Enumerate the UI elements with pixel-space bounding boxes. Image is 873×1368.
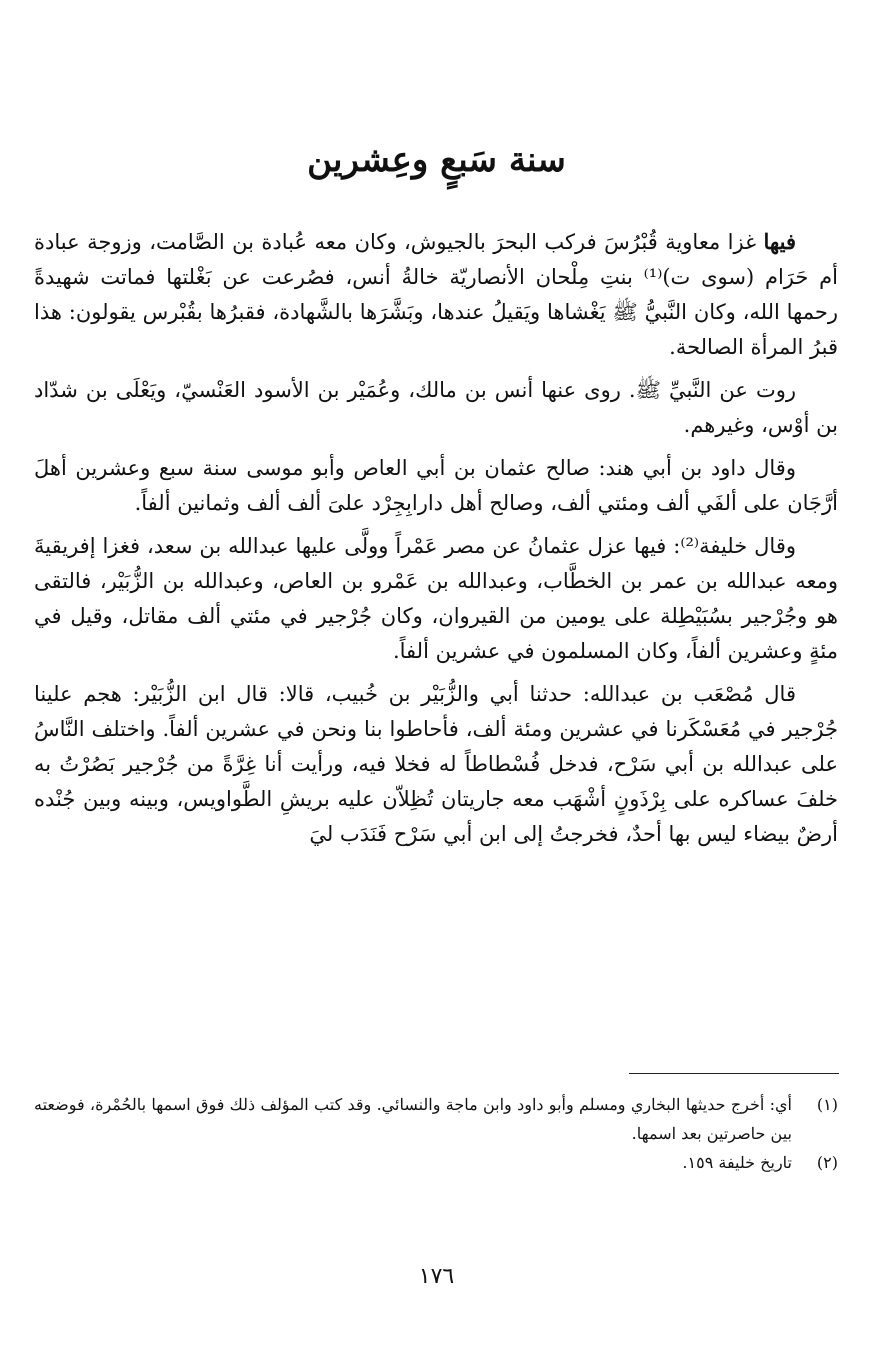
paragraph-text: روت عن النَّبيِّ ﷺ. روى عنها أنس بن مالك، وعُمَيْر بن الأسود العَنْسيّ، ويَعْلَى بن شدّاد بن أوْس، وغيرهم. [34,378,838,437]
paragraph-text: وقال داود بن أبي هند: صالح عثمان بن أبي العاص وأبو موسى سنة سبع وعشرين أهلَ أرَّجَان على ألفَي ألف ومئتي ألف، وصالح أهل دارابِجِرْد علىَ ألف ألف وثمانين ألفاً. [34,456,838,515]
paragraph [34,677,838,852]
paragraph-text: وقال خليفة⁽²⁾: فيها عزل عثمانُ عن مصر عَمْراً وولَّى عليها عبدالله بن سعد، فغزا إفريقيةَ ومعه عبدالله بن عمر بن الخطَّاب، وعبدالله بن عَمْرو بن العاص، وعبدالله بن الزُّبَيْر، فالتقى هو وجُرْجير بسُبَيْطِلة على يومين من القيروان، وكان جُرْجير في مئتي ألف مقاتل، وقيل في مئةٍ وعشرين ألفاً، وكان المسلمون في عشرين ألفاً. [34,534,838,663]
page-number: ١٧٦ [418,1264,455,1289]
footnotes [34,1090,838,1177]
paragraph [34,451,838,521]
footnote-divider [629,1073,839,1074]
footnote [34,1090,838,1148]
footnote-number: (١) [816,1095,838,1114]
paragraph-text: غزا معاوية قُبْرُسَ فركب البحرَ بالجيوش، وكان معه عُبادة بن الصَّامت، وزوجة عبادة أم حَرَام (سوى ت)⁽¹⁾ بنتِ مِلْحان الأنصاريّة خالةُ أنس، فصُرعت عن بَغْلتها فماتت شهيدةً رحمها الله، وكان النَّبيُّ ﷺ يَغْشاها ويَقيلُ عندها، وبَشَّرَها بالشَّهادة، فقبرُها بقُبْرس يقولون: هذا قبرُ المرأة الصالحة. [34,230,838,359]
paragraph-text: قال مُصْعَب بن عبدالله: حدثنا أبي والزُّبَيْر بن خُبيب، قالا: قال ابن الزُّبَيْر: هجم علينا جُرْجير في مُعَسْكَرنا في عشرين ومئة ألف، فأحاطوا بنا ونحن في عشرين ألفاً. واختلف النَّاسُ على عبدالله بن أبي سَرْح، فدخل فُسْطاطاً له فخلا فيه، ورأيت أنا غِرَّةً من جُرْجير بَصُرْتُ به خلفَ عساكره على بِرْذَونٍ أشْهَب معه جاريتان تُظِلاّن عليه بريشِ الطَّواويس، وبينه وبين جُنْده أرضٌ بيضاء ليس بها أحدٌ، فخرجتُ إلى ابن أبي سَرْح فَنَدَب ليَ [34,682,838,846]
footnote-text: تاريخ خليفة ١٥٩. [682,1153,792,1172]
main-text [34,224,838,860]
footnote [34,1148,838,1177]
chapter-title: سنة سَبعٍ وعِشرين [307,140,566,180]
paragraph [34,224,838,365]
footnote-number: (٢) [816,1153,838,1172]
paragraph [34,529,838,669]
paragraph [34,373,838,443]
footnote-text: أي: أخرج حديثها البخاري ومسلم وأبو داود وابن ماجة والنسائي. وقد كتب المؤلف ذلك فوق اسمها بالحُمْرة، فوضعته بين حاصرتين بعد اسمها. [34,1095,793,1143]
paragraph-lead-word: فيها [763,229,796,254]
